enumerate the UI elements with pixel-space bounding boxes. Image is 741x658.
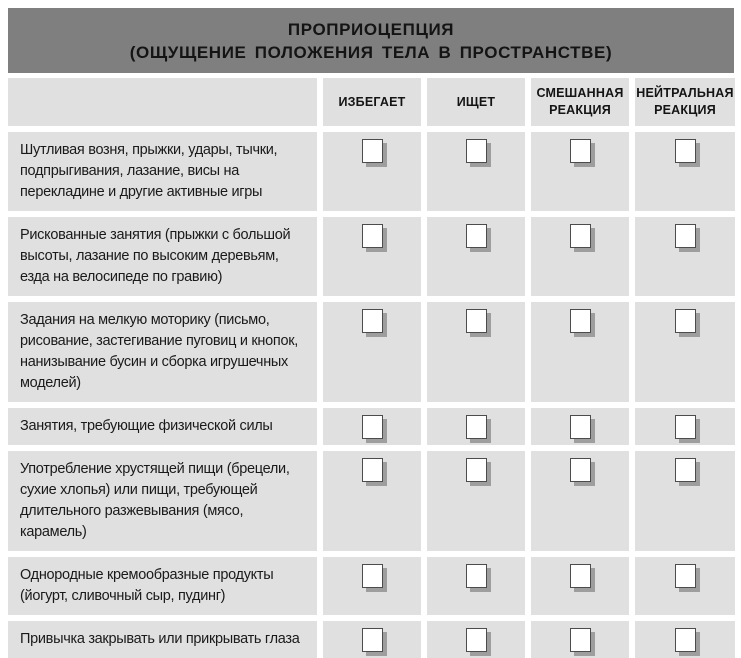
checkbox-cell-row2-seeks[interactable] <box>427 217 525 296</box>
checkbox[interactable] <box>362 415 383 439</box>
checkbox[interactable] <box>362 628 383 652</box>
checkbox-cell-row5-neutral[interactable] <box>635 451 735 551</box>
questionnaire-table <box>8 78 734 658</box>
checkbox[interactable] <box>466 415 487 439</box>
checkbox[interactable] <box>675 415 696 439</box>
checkbox[interactable] <box>466 309 487 333</box>
checkbox-cell-row1-avoids[interactable] <box>323 132 421 211</box>
checkbox-cell-row3-mixed[interactable] <box>531 302 629 402</box>
checkbox-cell-row5-mixed[interactable] <box>531 451 629 551</box>
checkbox[interactable] <box>466 564 487 588</box>
checkbox[interactable] <box>675 224 696 248</box>
column-header-empty <box>8 78 317 126</box>
checkbox-cell-row4-avoids[interactable] <box>323 408 421 445</box>
checkbox[interactable] <box>362 564 383 588</box>
checkbox[interactable] <box>675 628 696 652</box>
checkbox[interactable] <box>675 458 696 482</box>
checkbox-cell-row7-neutral[interactable] <box>635 621 735 658</box>
checkbox-cell-row5-avoids[interactable] <box>323 451 421 551</box>
section-title <box>8 8 734 73</box>
column-header-mixed-reaction: СМЕШАННАЯ РЕАКЦИЯ <box>531 78 629 126</box>
checkbox-cell-row1-seeks[interactable] <box>427 132 525 211</box>
checkbox-cell-row5-seeks[interactable] <box>427 451 525 551</box>
checkbox-cell-row4-mixed[interactable] <box>531 408 629 445</box>
checkbox-cell-row2-neutral[interactable] <box>635 217 735 296</box>
section-title-line1: ПРОПРИОЦЕПЦИЯ <box>287 20 455 39</box>
row-label-creamy-food: Однородные кремообразные продукты (йогурт, сливочный сыр, пудинг) <box>8 557 317 615</box>
checkbox-cell-row3-neutral[interactable] <box>635 302 735 402</box>
checkbox-cell-row7-avoids[interactable] <box>323 621 421 658</box>
checkbox-cell-row4-neutral[interactable] <box>635 408 735 445</box>
column-header-avoids: ИЗБЕГАЕТ <box>323 78 421 126</box>
checkbox-cell-row2-mixed[interactable] <box>531 217 629 296</box>
checkbox[interactable] <box>362 309 383 333</box>
checkbox[interactable] <box>675 309 696 333</box>
checkbox[interactable] <box>362 458 383 482</box>
checkbox-cell-row4-seeks[interactable] <box>427 408 525 445</box>
checkbox[interactable] <box>570 224 591 248</box>
checkbox[interactable] <box>362 224 383 248</box>
checkbox-cell-row2-avoids[interactable] <box>323 217 421 296</box>
checkbox[interactable] <box>466 458 487 482</box>
checkbox-cell-row6-mixed[interactable] <box>531 557 629 615</box>
checkbox-cell-row3-avoids[interactable] <box>323 302 421 402</box>
checkbox[interactable] <box>570 458 591 482</box>
checkbox[interactable] <box>570 309 591 333</box>
checkbox[interactable] <box>466 628 487 652</box>
column-header-neutral-reaction: НЕЙТРАЛЬНАЯ РЕАКЦИЯ <box>635 78 735 126</box>
checkbox-cell-row6-avoids[interactable] <box>323 557 421 615</box>
checkbox[interactable] <box>675 139 696 163</box>
row-label-covering-eyes: Привычка закрывать или прикрывать глаза <box>8 621 317 658</box>
checkbox-cell-row6-neutral[interactable] <box>635 557 735 615</box>
column-header-seeks: ИЩЕТ <box>427 78 525 126</box>
row-label-strength-activities: Занятия, требующие физической силы <box>8 408 317 445</box>
checkbox[interactable] <box>466 139 487 163</box>
checkbox[interactable] <box>570 564 591 588</box>
checkbox[interactable] <box>570 415 591 439</box>
row-label-fine-motor-tasks: Задания на мелкую моторику (письмо, рисование, застегивание пуговиц и кнопок, нанизывание бусин и сборка игрушечных моделей) <box>8 302 317 402</box>
checkbox-cell-row1-neutral[interactable] <box>635 132 735 211</box>
checkbox[interactable] <box>570 628 591 652</box>
checkbox[interactable] <box>570 139 591 163</box>
row-label-crunchy-food: Употребление хрустящей пищи (брецели, сухие хлопья) или пищи, требующей длительного разжевывания (мясо, карамель) <box>8 451 317 551</box>
checkbox[interactable] <box>675 564 696 588</box>
checkbox-cell-row1-mixed[interactable] <box>531 132 629 211</box>
section-title-line2: (ОЩУЩЕНИЕ ПОЛОЖЕНИЯ ТЕЛА В ПРОСТРАНСТВЕ) <box>129 43 613 62</box>
checkbox[interactable] <box>466 224 487 248</box>
row-label-risky-activities: Рискованные занятия (прыжки с большой высоты, лазание по высоким деревьям, езда на велосипеде по гравию) <box>8 217 317 296</box>
checkbox-cell-row7-seeks[interactable] <box>427 621 525 658</box>
checkbox[interactable] <box>362 139 383 163</box>
checkbox-cell-row7-mixed[interactable] <box>531 621 629 658</box>
checkbox-cell-row3-seeks[interactable] <box>427 302 525 402</box>
checkbox-cell-row6-seeks[interactable] <box>427 557 525 615</box>
row-label-roughhousing: Шутливая возня, прыжки, удары, тычки, подпрыгивания, лазание, висы на перекладине и другие активные игры <box>8 132 317 211</box>
